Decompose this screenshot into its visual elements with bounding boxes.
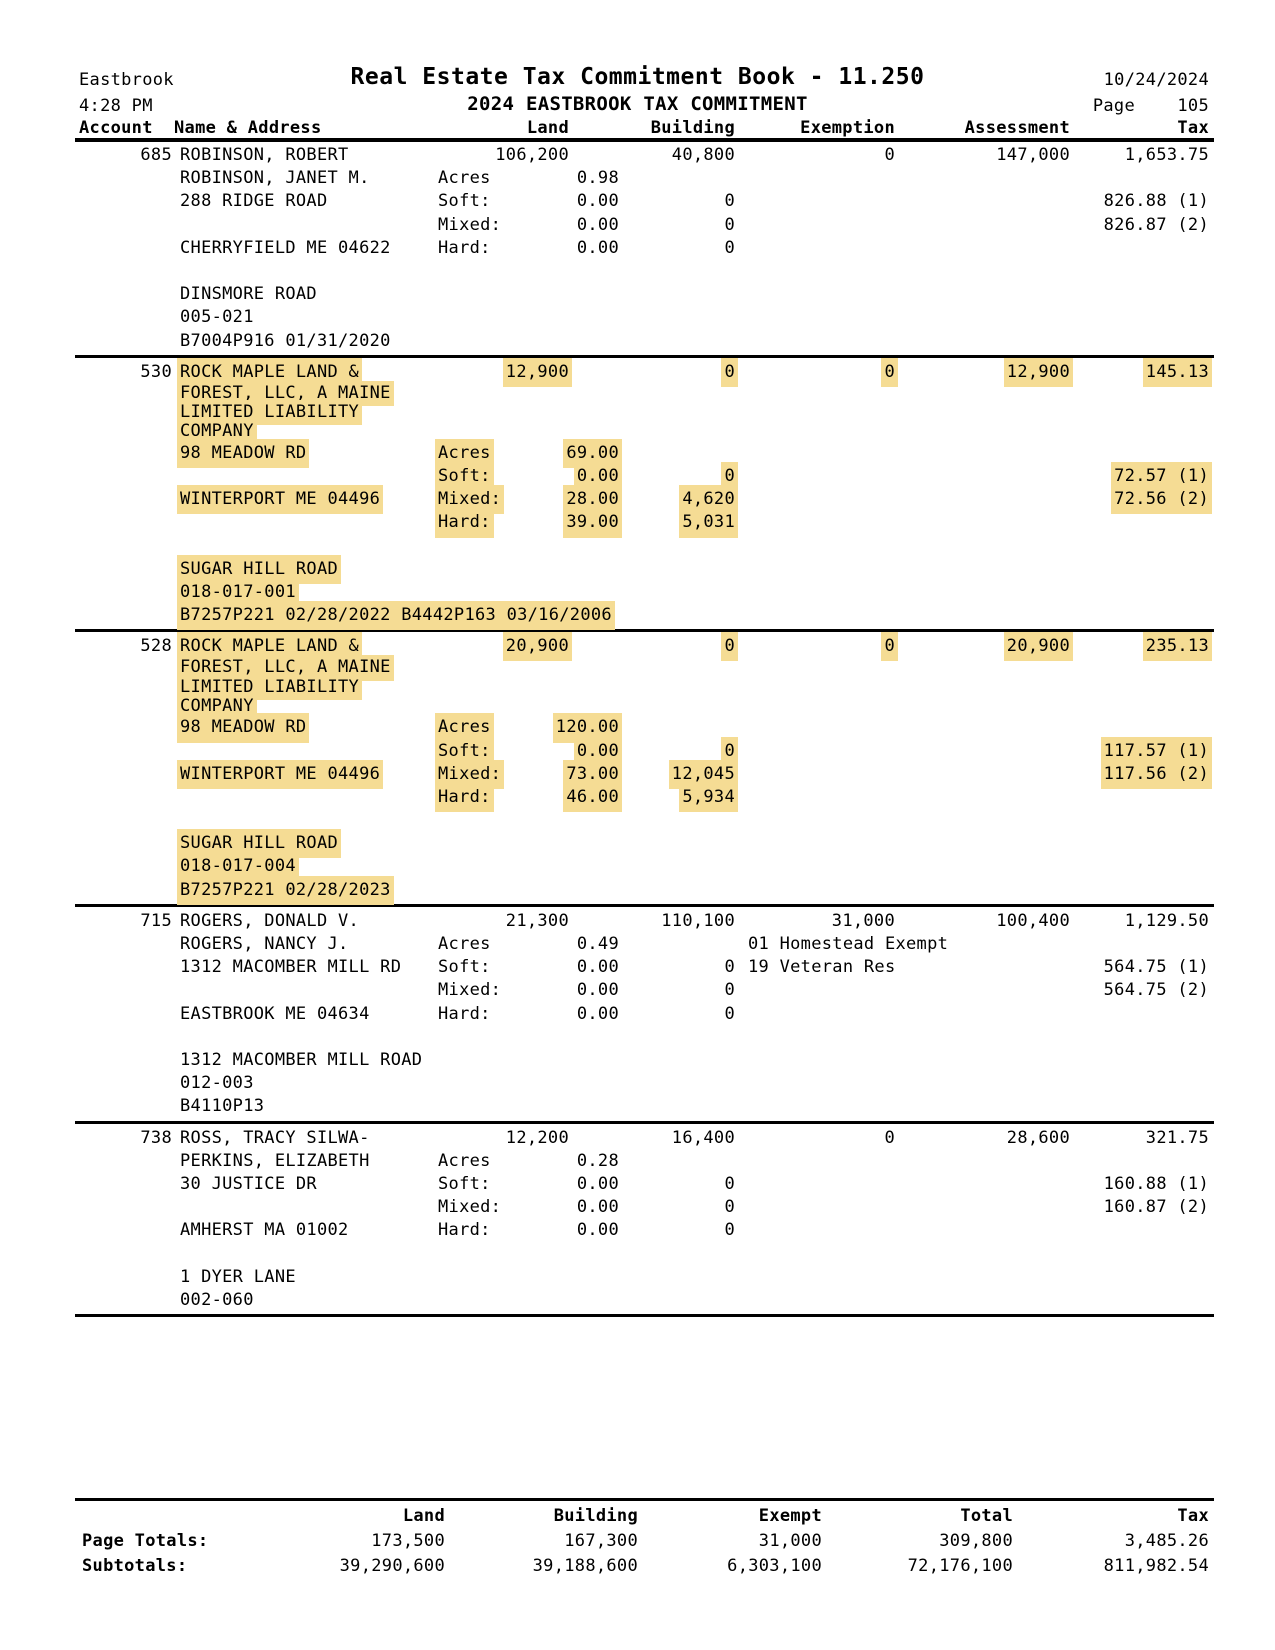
land-value: 106,200 [495, 145, 569, 165]
account-number: 528 [140, 636, 172, 657]
installment-amount: 826.88 (1) [1103, 191, 1209, 212]
land-detail-acreage: 0.00 [577, 465, 619, 488]
tax-value: 1,653.75 [1124, 145, 1209, 165]
record-detail-row [0, 879, 1275, 902]
record-detail-row [0, 1173, 1275, 1196]
report-title: Real Estate Tax Commitment Book - 11.250 [350, 64, 925, 90]
assessment-value: 100,400 [996, 910, 1070, 931]
land-detail-label: Soft: [438, 1173, 491, 1194]
owner-address-line: 98 MEADOW RD [180, 716, 306, 739]
record-divider [75, 1121, 1214, 1124]
owner-address-line: 30 JUSTICE DR [180, 1173, 317, 1194]
owner-name: ROCK MAPLE LAND & [180, 361, 359, 384]
land-detail-assessed: 0 [724, 1173, 735, 1194]
installment-amount: 72.56 (2) [1114, 488, 1209, 511]
record-detail-row [0, 403, 1275, 422]
record-detail-row [0, 581, 1275, 604]
record-detail-row [0, 1196, 1275, 1219]
owner-address-line: ROBINSON, JANET M. [180, 168, 370, 189]
tax-record [0, 144, 1275, 353]
land-detail-label: Mixed: [438, 1197, 502, 1218]
record-divider [75, 1314, 1214, 1317]
land-detail-acreage: 0.49 [576, 934, 619, 955]
tax-record [0, 635, 1275, 902]
installment-amount: 160.88 (1) [1103, 1173, 1209, 1194]
exemption-value: 0 [884, 361, 895, 384]
exemption-value: 0 [884, 145, 895, 165]
col-header-tax: Tax [1177, 118, 1209, 138]
land-detail-label: Soft: [438, 465, 491, 488]
land-detail-assessed: 5,031 [682, 511, 735, 534]
land-detail-acreage: 0.00 [576, 957, 619, 978]
land-detail-acreage: 0.00 [576, 1197, 619, 1218]
page-totals-tax: 3,485.26 [1124, 1530, 1209, 1551]
street-location: DINSMORE ROAD [180, 284, 317, 305]
record-detail-row [0, 855, 1275, 878]
land-detail-label: Acres [438, 1150, 491, 1171]
town-name: Eastbrook [79, 70, 174, 90]
land-detail-assessed: 0 [724, 465, 735, 488]
land-detail-label: Hard: [438, 1220, 491, 1241]
land-detail-acreage: 0.98 [576, 168, 619, 189]
land-detail-acreage: 0.00 [576, 1220, 619, 1241]
record-detail-row [0, 604, 1275, 627]
record-detail-row [0, 678, 1275, 697]
record-detail-row [0, 306, 1275, 329]
land-detail-label: Acres [438, 934, 491, 955]
land-detail-assessed: 0 [724, 1003, 735, 1024]
record-main-row [0, 144, 1275, 167]
land-detail-label: Acres [438, 716, 491, 739]
record-detail-row [0, 809, 1275, 832]
land-detail-acreage: 0.00 [576, 1003, 619, 1024]
installment-amount: 564.75 (1) [1103, 957, 1209, 978]
land-detail-assessed: 0 [724, 237, 735, 258]
print-time: 4:28 PM [79, 96, 153, 116]
record-divider [75, 904, 1214, 907]
record-detail-row [0, 488, 1275, 511]
footer-col-exempt: Exempt [758, 1506, 822, 1526]
land-detail-acreage: 28.00 [566, 488, 619, 511]
record-detail-row [0, 167, 1275, 190]
installment-amount: 117.56 (2) [1104, 763, 1209, 786]
map-lot-number: 002-060 [180, 1289, 254, 1310]
assessment-value: 28,600 [1006, 1127, 1070, 1148]
record-detail-row [0, 1003, 1275, 1026]
exemption-value: 31,000 [831, 910, 895, 931]
installment-amount: 160.87 (2) [1103, 1197, 1209, 1218]
record-detail-row [0, 1289, 1275, 1312]
owner-address-line: FOREST, LLC, A MAINE [180, 657, 391, 678]
tax-value: 1,129.50 [1124, 910, 1209, 931]
subtotals-row [0, 1554, 1275, 1579]
land-detail-assessed: 5,934 [682, 786, 735, 809]
exemption-value: 0 [884, 635, 895, 658]
records [0, 144, 1275, 1320]
owner-address-line: COMPANY [180, 421, 254, 442]
subtotals-building: 39,188,600 [532, 1555, 638, 1576]
record-detail-row [0, 190, 1275, 213]
subtotals-label: Subtotals: [82, 1555, 188, 1576]
street-location: 1312 MACOMBER MILL ROAD [180, 1049, 423, 1070]
account-number: 685 [140, 145, 172, 165]
owner-address-line: 1312 MACOMBER MILL RD [180, 957, 402, 978]
col-header-account: Account [79, 118, 153, 138]
record-detail-row [0, 763, 1275, 786]
record-detail-row [0, 658, 1275, 677]
owner-address-line: LIMITED LIABILITY [180, 402, 360, 423]
owner-address-line: LIMITED LIABILITY [180, 676, 360, 697]
record-detail-row [0, 786, 1275, 809]
totals-footer [0, 1496, 1275, 1578]
assessment-value: 12,900 [1007, 361, 1070, 384]
land-detail-label: Hard: [438, 511, 491, 534]
land-detail-acreage: 120.00 [556, 716, 619, 739]
record-detail-row [0, 979, 1275, 1002]
owner-address-line: FOREST, LLC, A MAINE [180, 382, 391, 403]
tax-value: 145.13 [1146, 361, 1209, 384]
col-header-assessment: Assessment [964, 118, 1070, 138]
record-detail-row [0, 283, 1275, 306]
tax-value: 321.75 [1145, 1127, 1209, 1148]
owner-name: ROGERS, DONALD V. [180, 910, 360, 931]
land-detail-assessed: 4,620 [682, 488, 735, 511]
record-detail-row [0, 740, 1275, 763]
book-page-reference: B7004P916 01/31/2020 [180, 330, 391, 351]
owner-name: ROSS, TRACY SILWA- [180, 1127, 370, 1148]
installment-amount: 117.57 (1) [1104, 740, 1209, 763]
owner-address-line: 288 RIDGE ROAD [180, 191, 328, 212]
map-lot-number: 018-017-001 [180, 581, 296, 604]
owner-address-line: WINTERPORT ME 04496 [180, 488, 380, 511]
account-number: 738 [140, 1127, 172, 1148]
installment-amount: 72.57 (1) [1114, 465, 1209, 488]
building-value: 0 [724, 635, 735, 658]
land-detail-acreage: 0.00 [576, 191, 619, 212]
land-detail-acreage: 73.00 [566, 763, 619, 786]
land-value: 20,900 [506, 635, 569, 658]
record-detail-row [0, 1242, 1275, 1265]
owner-address-line: WINTERPORT ME 04496 [180, 763, 380, 786]
page-totals-exempt: 31,000 [758, 1530, 822, 1551]
record-detail-row [0, 330, 1275, 353]
header-divider [75, 138, 1214, 142]
record-detail-row [0, 384, 1275, 403]
land-detail-assessed: 0 [724, 214, 735, 235]
owner-address-line: EASTBROOK ME 04634 [180, 1003, 370, 1024]
footer-header-row [0, 1504, 1275, 1529]
record-detail-row [0, 511, 1275, 534]
footer-col-land: Land [402, 1506, 445, 1526]
exemption-value: 0 [884, 1127, 895, 1148]
footer-col-total: Total [960, 1506, 1013, 1526]
col-header-name-address: Name & Address [174, 118, 322, 138]
land-detail-acreage: 0.00 [577, 740, 619, 763]
page-totals-building: 167,300 [564, 1530, 638, 1551]
land-detail-assessed: 0 [724, 957, 735, 978]
land-detail-label: Hard: [438, 786, 491, 809]
owner-address-line: CHERRYFIELD ME 04622 [180, 237, 391, 258]
record-detail-row [0, 535, 1275, 558]
owner-name: ROCK MAPLE LAND & [180, 635, 359, 658]
land-value: 12,200 [505, 1127, 569, 1148]
land-detail-assessed: 0 [724, 980, 735, 1001]
map-lot-number: 012-003 [180, 1073, 254, 1094]
tax-value: 235.13 [1146, 635, 1209, 658]
street-location: 1 DYER LANE [180, 1266, 296, 1287]
record-main-row [0, 361, 1275, 384]
land-detail-label: Acres [438, 168, 491, 189]
land-detail-assessed: 0 [724, 1197, 735, 1218]
report-date: 10/24/2024 [1103, 70, 1209, 90]
land-detail-label: Mixed: [438, 763, 501, 786]
street-location: SUGAR HILL ROAD [180, 558, 338, 581]
record-detail-row [0, 716, 1275, 739]
land-detail-label: Acres [438, 442, 491, 465]
footer-col-building: Building [553, 1506, 638, 1526]
record-detail-row [0, 832, 1275, 855]
land-detail-assessed: 0 [724, 1220, 735, 1241]
record-detail-row [0, 1095, 1275, 1118]
tax-record [0, 910, 1275, 1119]
book-page-reference: B7257P221 02/28/2023 [180, 879, 391, 902]
record-main-row [0, 635, 1275, 658]
subtotals-exempt: 6,303,100 [727, 1555, 822, 1576]
record-detail-row [0, 1049, 1275, 1072]
record-detail-row [0, 1219, 1275, 1242]
owner-address-line: AMHERST MA 01002 [180, 1220, 349, 1241]
building-value: 40,800 [671, 145, 735, 165]
installment-amount: 564.75 (2) [1103, 980, 1209, 1001]
page-number: 105 [1177, 96, 1209, 116]
land-detail-label: Mixed: [438, 214, 502, 235]
land-detail-label: Soft: [438, 740, 491, 763]
subtotals-tax: 811,982.54 [1103, 1555, 1209, 1576]
record-detail-row [0, 1026, 1275, 1049]
land-detail-assessed: 0 [724, 740, 735, 763]
land-detail-label: Soft: [438, 191, 491, 212]
building-value: 110,100 [661, 910, 735, 931]
land-detail-assessed: 0 [724, 191, 735, 212]
record-detail-row [0, 697, 1275, 716]
report-subtitle: 2024 EASTBROOK TAX COMMITMENT [467, 93, 808, 115]
page-totals-total: 309,800 [939, 1530, 1013, 1551]
footer-divider [75, 1498, 1214, 1501]
book-page-reference: B7257P221 02/28/2022 B4442P163 03/16/2006 [180, 604, 612, 627]
land-detail-acreage: 0.00 [576, 214, 619, 235]
record-detail-row [0, 1072, 1275, 1095]
col-header-building: Building [650, 118, 735, 138]
land-detail-label: Hard: [438, 237, 491, 258]
land-value: 12,900 [506, 361, 569, 384]
owner-name: ROBINSON, ROBERT [180, 145, 349, 165]
record-divider [75, 629, 1214, 632]
record-detail-row [0, 933, 1275, 956]
exemption-code: 19 Veteran Res [748, 957, 896, 978]
record-detail-row [0, 422, 1275, 441]
building-value: 16,400 [671, 1127, 735, 1148]
record-detail-row [0, 260, 1275, 283]
subtotals-land: 39,290,600 [339, 1555, 445, 1576]
tax-record [0, 361, 1275, 628]
owner-address-line: 98 MEADOW RD [180, 442, 306, 465]
assessment-value: 20,900 [1007, 635, 1070, 658]
land-value: 21,300 [505, 910, 569, 931]
land-detail-label: Mixed: [438, 488, 501, 511]
page-totals-label: Page Totals: [82, 1530, 209, 1551]
building-value: 0 [724, 361, 735, 384]
land-detail-acreage: 39.00 [566, 511, 619, 534]
land-detail-assessed: 12,045 [672, 763, 735, 786]
subtotals-total: 72,176,100 [907, 1555, 1013, 1576]
record-detail-row [0, 465, 1275, 488]
map-lot-number: 018-017-004 [180, 855, 296, 878]
record-detail-row [0, 214, 1275, 237]
street-location: SUGAR HILL ROAD [180, 832, 338, 855]
col-header-land: Land [526, 118, 569, 138]
col-header-exemption: Exemption [800, 118, 895, 138]
record-detail-row [0, 237, 1275, 260]
record-main-row [0, 1127, 1275, 1150]
page-totals-row [0, 1529, 1275, 1554]
book-page-reference: B4110P13 [180, 1096, 265, 1117]
land-detail-label: Soft: [438, 957, 491, 978]
account-number: 715 [140, 910, 172, 931]
assessment-value: 147,000 [996, 145, 1070, 165]
record-detail-row [0, 1150, 1275, 1173]
footer-col-tax: Tax [1177, 1506, 1209, 1526]
page-label: Page [1092, 96, 1135, 116]
owner-address-line: ROGERS, NANCY J. [180, 934, 349, 955]
land-detail-acreage: 0.00 [576, 1173, 619, 1194]
record-detail-row [0, 558, 1275, 581]
land-detail-acreage: 69.00 [566, 442, 619, 465]
land-detail-label: Mixed: [438, 980, 502, 1001]
tax-record [0, 1127, 1275, 1313]
account-number: 530 [140, 361, 172, 382]
page-totals-land: 173,500 [371, 1530, 445, 1551]
owner-address-line: PERKINS, ELIZABETH [180, 1150, 370, 1171]
land-detail-label: Hard: [438, 1003, 491, 1024]
record-divider [75, 355, 1214, 358]
map-lot-number: 005-021 [180, 307, 254, 328]
record-main-row [0, 910, 1275, 933]
record-detail-row [0, 1266, 1275, 1289]
land-detail-acreage: 0.28 [576, 1150, 619, 1171]
land-detail-acreage: 0.00 [576, 980, 619, 1001]
exemption-code: 01 Homestead Exempt [748, 934, 949, 955]
land-detail-acreage: 46.00 [566, 786, 619, 809]
record-detail-row [0, 956, 1275, 979]
record-detail-row [0, 442, 1275, 465]
installment-amount: 826.87 (2) [1103, 214, 1209, 235]
owner-address-line: COMPANY [180, 696, 254, 717]
land-detail-acreage: 0.00 [576, 237, 619, 258]
